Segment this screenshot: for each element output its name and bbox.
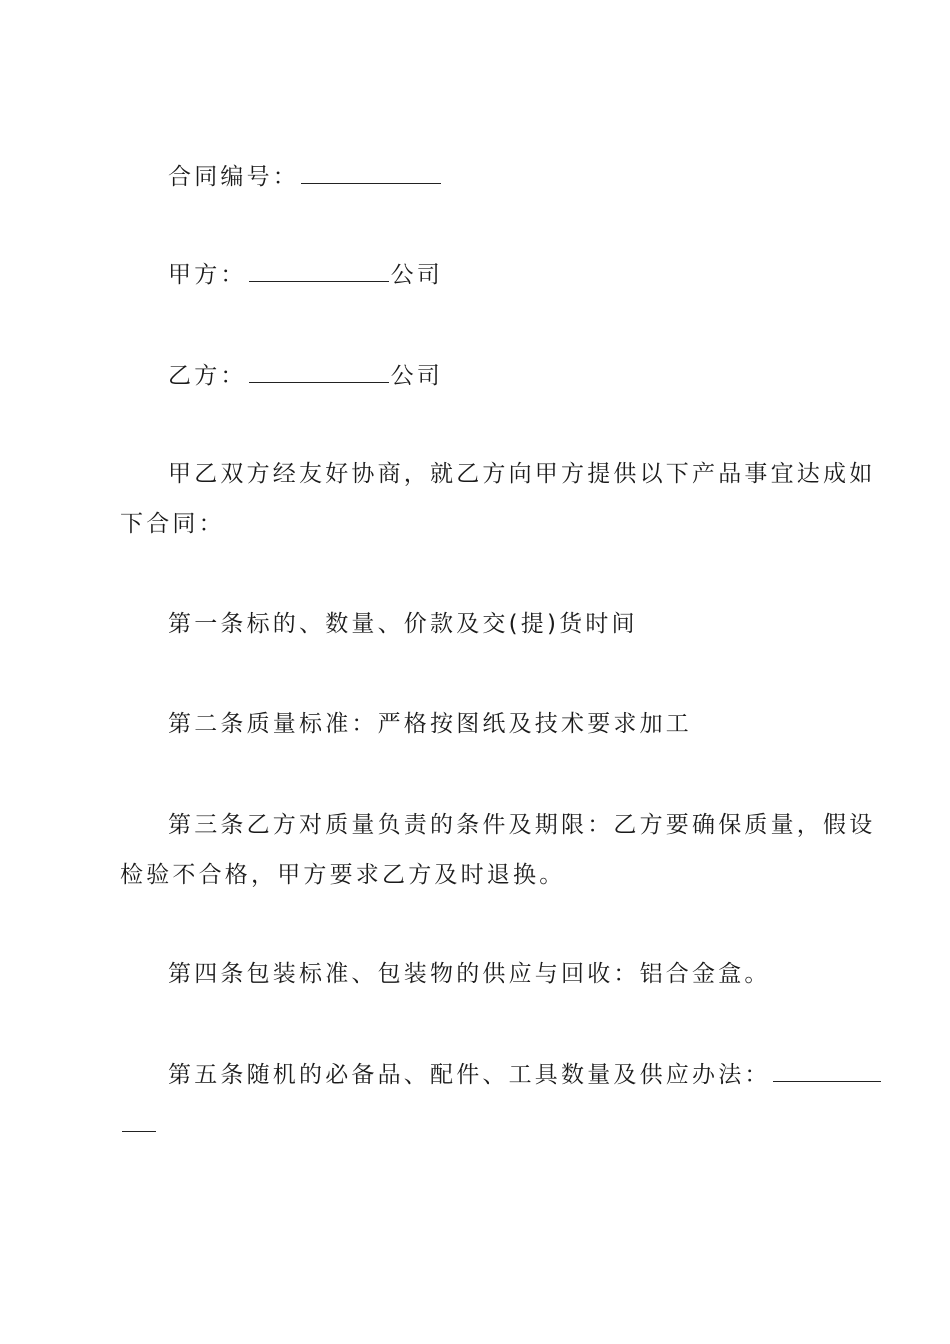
article-3-line-2: 检验不合格，甲方要求乙方及时退换。 <box>120 862 566 888</box>
contract-number-line <box>168 162 443 192</box>
party-b-label: 乙方： <box>168 363 247 389</box>
article-4: 第四条包装标准、包装物的供应与回收：铝合金盒。 <box>168 961 771 987</box>
article-5-blank-continued <box>122 1111 156 1132</box>
article-5-line <box>168 1060 883 1090</box>
party-a-blank <box>249 261 389 282</box>
contract-number-blank <box>301 163 441 184</box>
article-1: 第一条标的、数量、价款及交(提)货时间 <box>168 611 638 637</box>
article-5-blank <box>773 1061 881 1082</box>
party-a-label: 甲方： <box>168 262 247 288</box>
article-3-line-1: 第三条乙方对质量负责的条件及期限：乙方要确保质量，假设 <box>168 812 876 838</box>
party-a-suffix: 公司 <box>390 262 444 288</box>
party-b-line <box>168 361 443 391</box>
intro-line-2: 下合同： <box>120 511 225 537</box>
article-5-text: 第五条随机的必备品、配件、工具数量及供应办法： <box>168 1062 771 1088</box>
party-a-line <box>168 260 443 290</box>
article-5-continuation <box>120 1110 158 1140</box>
intro-line-1: 甲乙双方经友好协商，就乙方向甲方提供以下产品事宜达成如 <box>168 461 876 487</box>
party-b-blank <box>249 362 389 383</box>
article-2: 第二条质量标准：严格按图纸及技术要求加工 <box>168 711 692 737</box>
party-b-suffix: 公司 <box>390 363 444 389</box>
contract-number-label: 合同编号： <box>168 164 299 190</box>
